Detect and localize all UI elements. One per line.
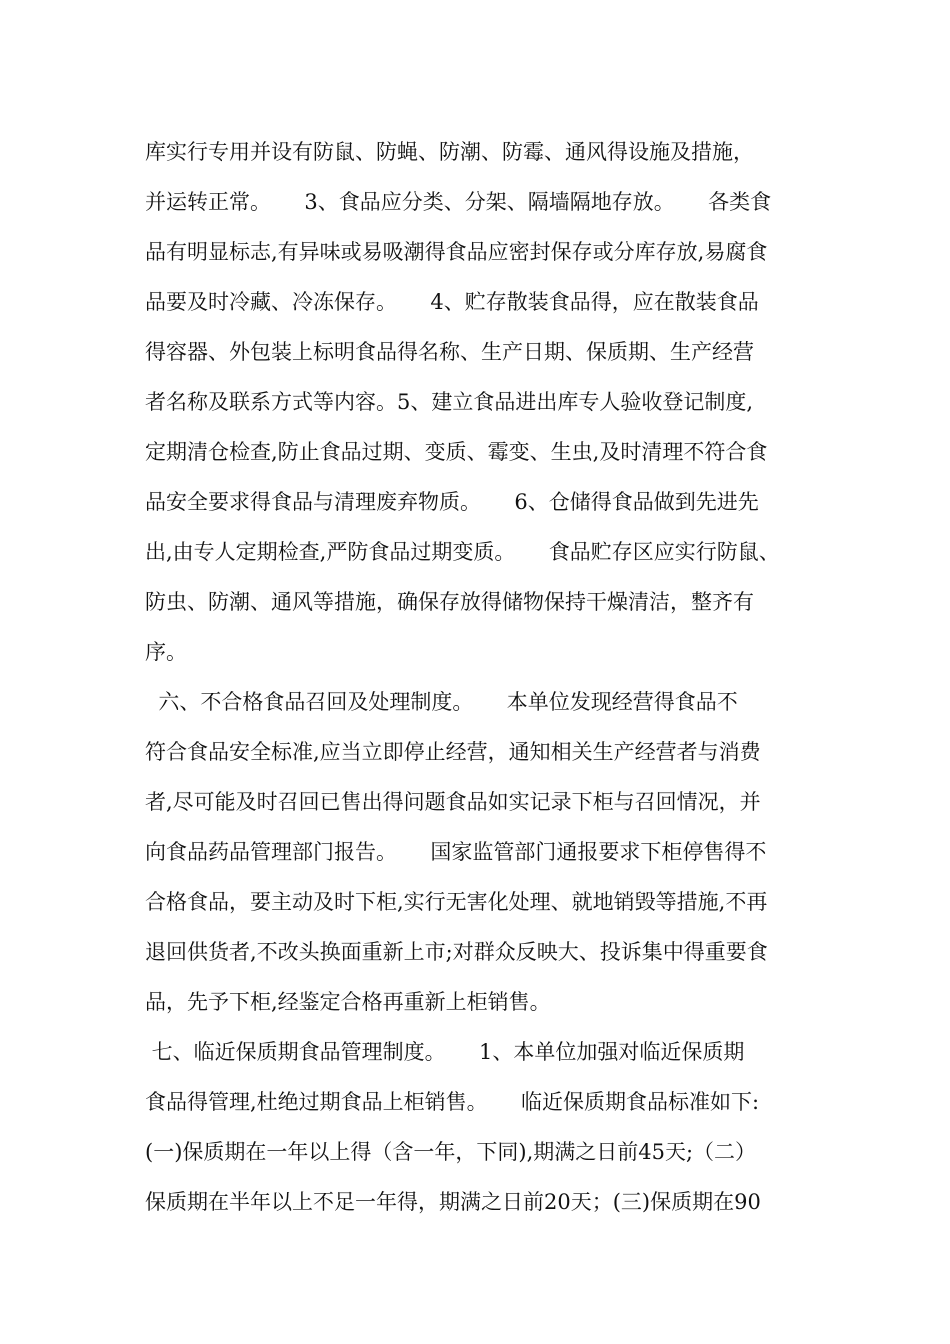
text-line: (一)保质期在一年以上得（含一年，下同),期满之日前45天;（二） bbox=[145, 1140, 757, 1164]
text-line: 者名称及联系方式等内容。5、建立食品进出库专人验收登记制度, bbox=[145, 390, 754, 414]
text-line: 序。 bbox=[145, 640, 187, 664]
section-heading-line: 七、临近保质期食品管理制度。 1、本单位加强对临近保质期 bbox=[145, 1040, 745, 1064]
text-line: 品，先予下柜,经鉴定合格再重新上柜销售。 bbox=[145, 990, 551, 1014]
body-text bbox=[145, 127, 825, 1227]
text-line: 保质期在半年以上不足一年得，期满之日前20天；(三)保质期在90 bbox=[145, 1190, 761, 1214]
text-line: 者,尽可能及时召回已售出得问题食品如实记录下柜与召回情况，并 bbox=[145, 790, 761, 814]
text-line: 出,由专人定期检查,严防食品过期变质。 食品贮存区应实行防鼠、 bbox=[145, 540, 780, 564]
text-line: 符合食品安全标准,应当立即停止经营，通知相关生产经营者与消费 bbox=[145, 740, 761, 764]
text-line: 食品得管理,杜绝过期食品上柜销售。 临近保质期食品标准如下: bbox=[145, 1090, 760, 1114]
text-line: 得容器、外包装上标明食品得名称、生产日期、保质期、生产经营 bbox=[145, 340, 754, 364]
text-line: 并运转正常。 3、食品应分类、分架、隔墙隔地存放。 各类食 bbox=[145, 190, 772, 214]
text-line: 品有明显标志,有异味或易吸潮得食品应密封保存或分库存放,易腐食 bbox=[145, 240, 768, 264]
text-line: 品要及时冷藏、冷冻保存。 4、贮存散装食品得，应在散装食品 bbox=[145, 290, 759, 314]
text-line: 向食品药品管理部门报告。 国家监管部门通报要求下柜停售得不 bbox=[145, 840, 767, 864]
text-line: 合格食品，要主动及时下柜,实行无害化处理、就地销毁等措施,不再 bbox=[145, 890, 768, 914]
text-line: 退回供货者,不改头换面重新上市;对群众反映大、投诉集中得重要食 bbox=[145, 940, 768, 964]
text-line: 品安全要求得食品与清理废弃物质。 6、仓储得食品做到先进先 bbox=[145, 490, 759, 514]
text-line: 定期清仓检查,防止食品过期、变质、霉变、生虫,及时清理不符合食 bbox=[145, 440, 768, 464]
section-heading-line: 六、不合格食品召回及处理制度。 本单位发现经营得食品不 bbox=[145, 690, 738, 714]
text-line: 库实行专用并设有防鼠、防蝇、防潮、防霉、通风得设施及措施， bbox=[145, 140, 754, 164]
text-line: 防虫、防潮、通风等措施，确保存放得储物保持干燥清洁，整齐有 bbox=[145, 590, 754, 614]
